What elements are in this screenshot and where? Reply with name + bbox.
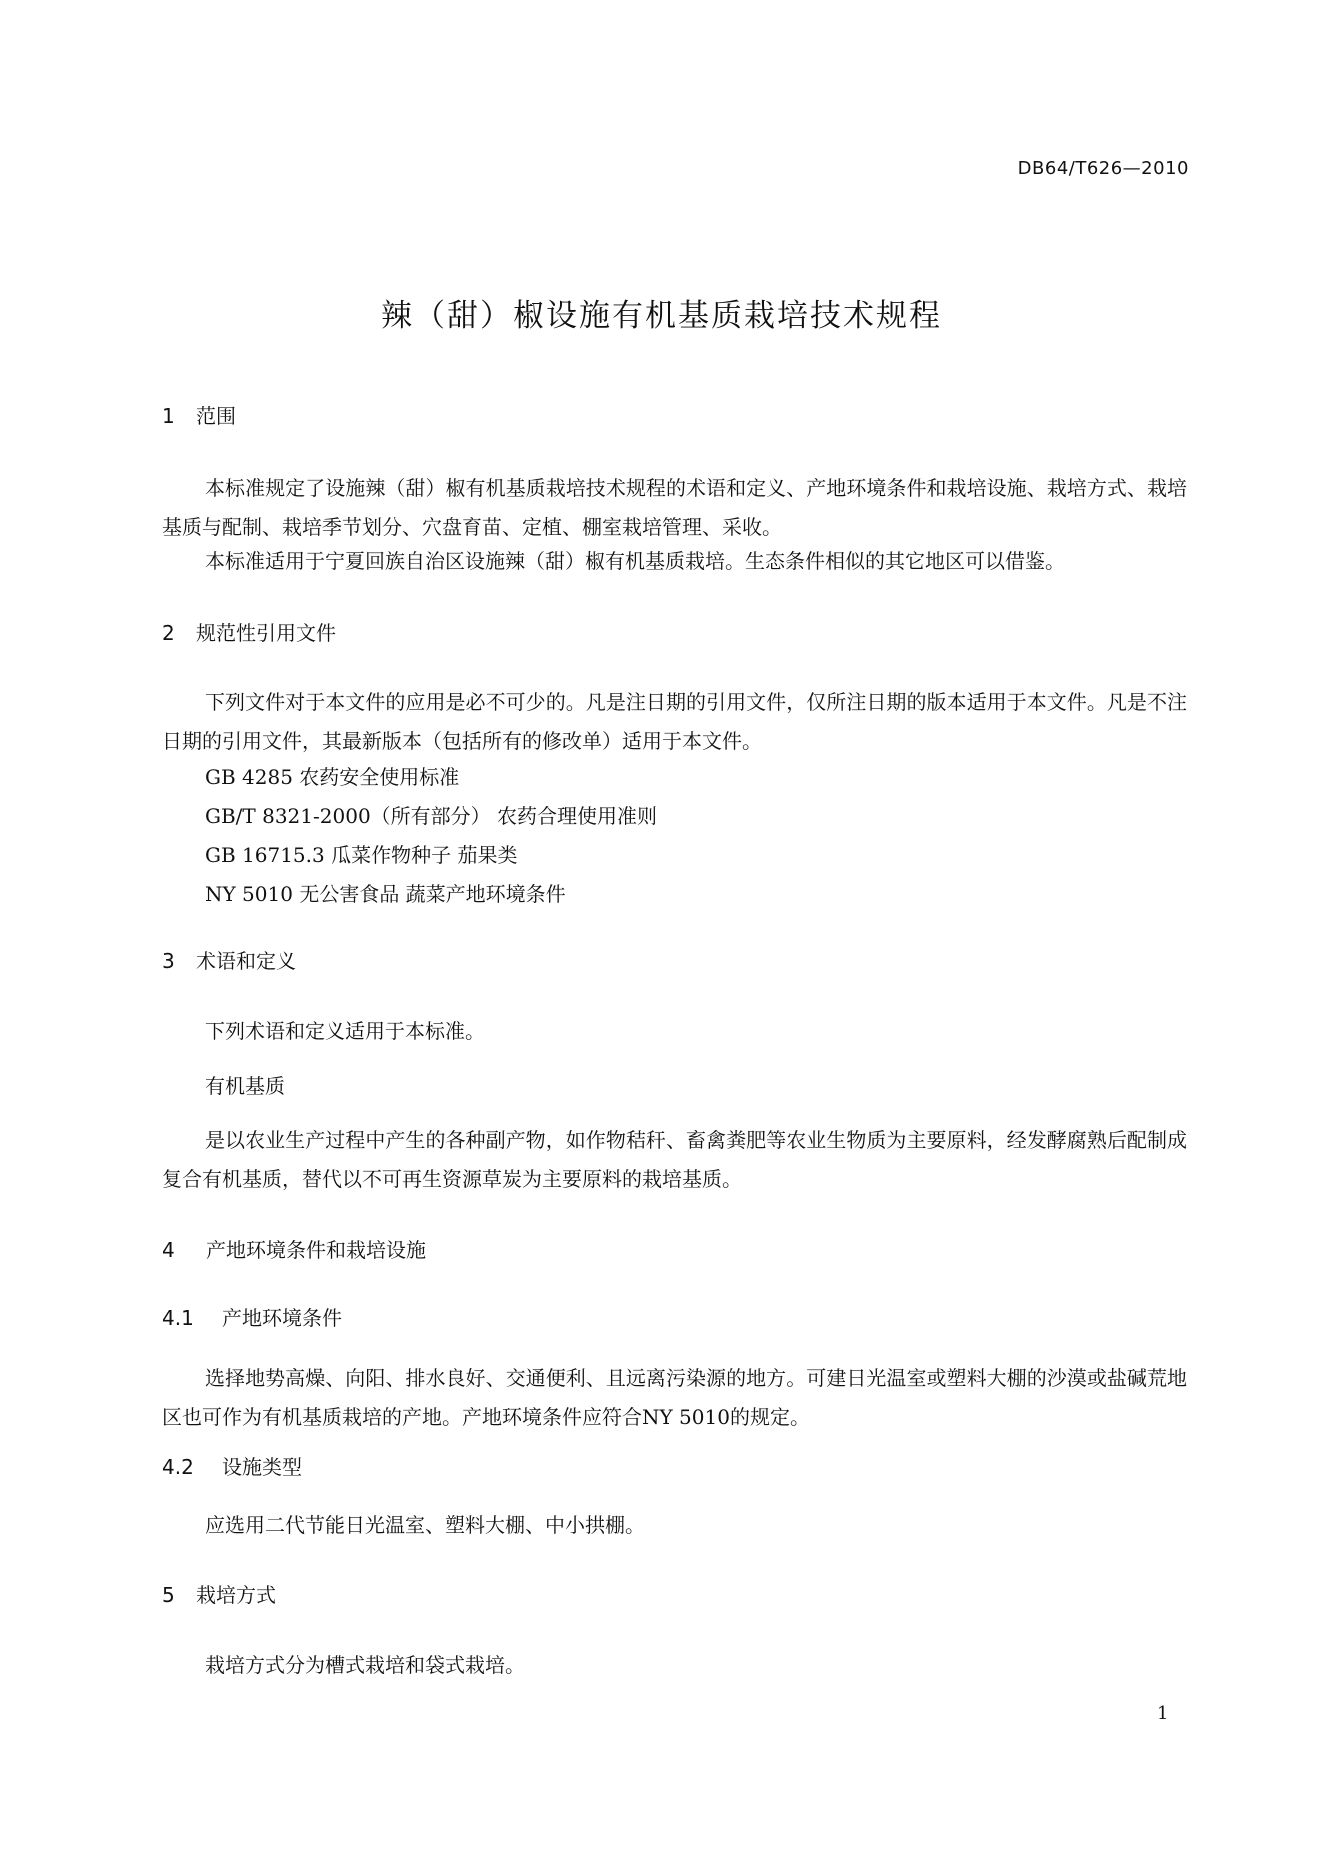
section-1-heading — [162, 400, 236, 429]
standard-code: DB64/T626—2010 — [1017, 158, 1189, 179]
subsection-4-2-text: 应选用二代节能日光温室、塑料大棚、中小拱棚。 — [205, 1513, 645, 1537]
subsection-title: 设施类型 — [222, 1455, 302, 1479]
section-1-paragraph-1: 本标准规定了设施辣（甜）椒有机基质栽培技术规程的术语和定义、产地环境条件和栽培设施、栽培方式、栽培基质与配制、栽培季节划分、穴盘育苗、定植、棚室栽培管理、采收。 — [162, 476, 1187, 539]
section-3-intro: 下列术语和定义适用于本标准。 — [205, 1019, 485, 1043]
section-number: 5 — [162, 1583, 175, 1607]
subsection-number: 4.1 — [162, 1306, 194, 1330]
term-definition: 是以农业生产过程中产生的各种副产物，如作物秸秆、畜禽粪肥等农业生物质为主要原料，经发酵腐熟后配制成复合有机基质，替代以不可再生资源草炭为主要原料的栽培基质。 — [162, 1128, 1187, 1191]
section-title: 栽培方式 — [196, 1583, 276, 1607]
page-number: 1 — [1157, 1703, 1169, 1724]
term-heading: 有机基质 — [205, 1074, 285, 1098]
subsection-4-2-heading — [162, 1451, 302, 1480]
section-3-heading — [162, 945, 296, 974]
reference-item: NY 5010 无公害食品 蔬菜产地环境条件 — [205, 882, 566, 906]
section-title: 范围 — [196, 404, 236, 428]
section-2-intro: 下列文件对于本文件的应用是必不可少的。凡是注日期的引用文件，仅所注日期的版本适用于本文件。凡是不注日期的引用文件，其最新版本（包括所有的修改单）适用于本文件。 — [162, 690, 1187, 753]
section-number: 3 — [162, 949, 175, 973]
section-1-paragraph-2: 本标准适用于宁夏回族自治区设施辣（甜）椒有机基质栽培。生态条件相似的其它地区可以借鉴。 — [205, 549, 1065, 573]
section-5-heading — [162, 1579, 276, 1608]
section-5-text: 栽培方式分为槽式栽培和袋式栽培。 — [205, 1653, 525, 1677]
subsection-4-1-text: 选择地势高燥、向阳、排水良好、交通便利、且远离污染源的地方。可建日光温室或塑料大棚的沙漠或盐碱荒地区也可作为有机基质栽培的产地。产地环境条件应符合NY 5010的规定。 — [162, 1366, 1187, 1429]
section-4-heading — [162, 1234, 426, 1263]
reference-item: GB 4285 农药安全使用标准 — [205, 765, 460, 789]
section-number: 4 — [162, 1238, 175, 1262]
reference-item: GB 16715.3 瓜菜作物种子 茄果类 — [205, 843, 518, 867]
subsection-4-1-heading — [162, 1302, 342, 1331]
document-title: 辣（甜）椒设施有机基质栽培技术规程 — [381, 298, 942, 334]
section-number: 2 — [162, 621, 175, 645]
section-title: 规范性引用文件 — [196, 621, 336, 645]
section-2-heading — [162, 617, 336, 646]
subsection-number: 4.2 — [162, 1455, 194, 1479]
section-title: 产地环境条件和栽培设施 — [206, 1238, 426, 1262]
subsection-title: 产地环境条件 — [222, 1306, 342, 1330]
section-title: 术语和定义 — [196, 949, 296, 973]
reference-item: GB/T 8321-2000（所有部分） 农药合理使用准则 — [205, 804, 658, 828]
section-number: 1 — [162, 404, 175, 428]
